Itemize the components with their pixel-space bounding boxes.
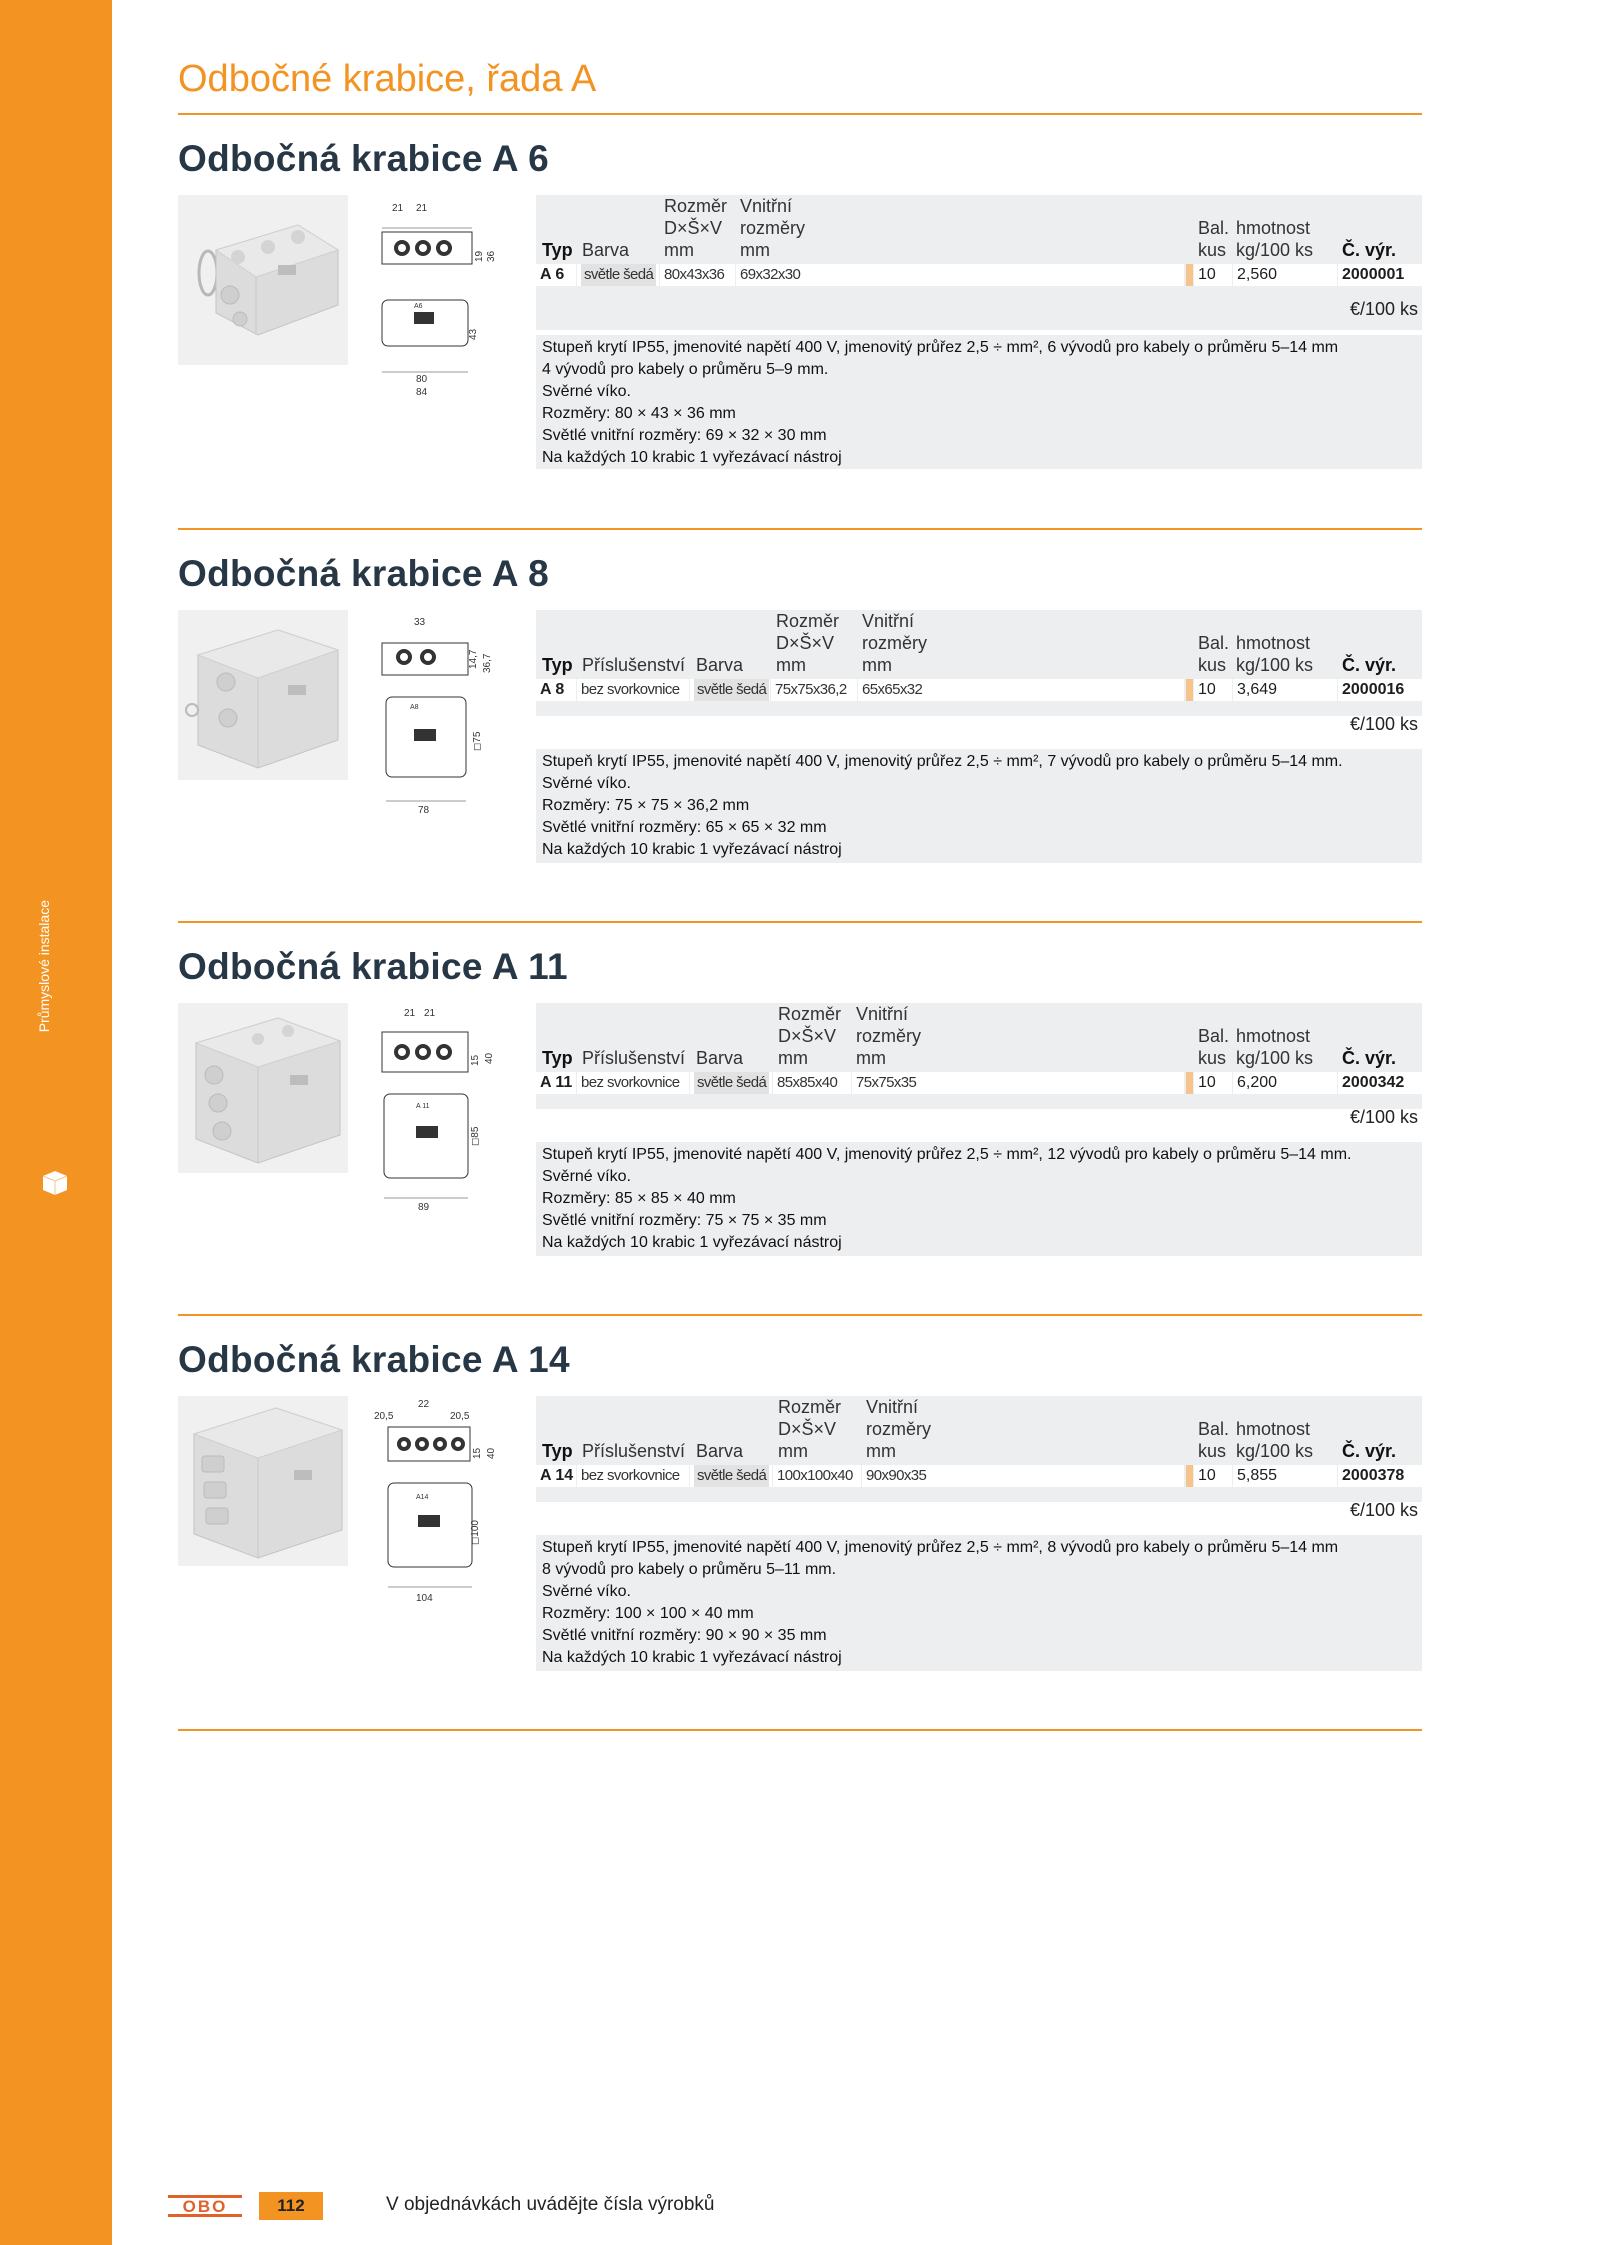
description-box xyxy=(536,749,1422,863)
col-hmotnost: hmotnost kg/100 ks xyxy=(1236,218,1314,260)
footer-note: V objednávkách uvádějte čísla výrobků xyxy=(386,2194,715,2215)
price-unit: €/100 ks xyxy=(1349,714,1418,734)
junction-box-photo xyxy=(178,195,348,365)
product-section-a6 xyxy=(178,138,1422,468)
cell-rozmer: 100x100x40 xyxy=(773,1465,861,1487)
col-typ: Typ xyxy=(542,1048,573,1068)
page-title: Odbočné krabice, řada A xyxy=(178,58,597,100)
section-divider xyxy=(178,1314,1422,1316)
dim-label: 21 xyxy=(392,203,404,214)
col-bal: Bal. kus xyxy=(1198,218,1230,260)
cell-cvyr: 2000378 xyxy=(1338,1465,1422,1487)
cell-hmotnost: 3,649 xyxy=(1233,679,1337,701)
col-cvyr: Č. výr. xyxy=(1342,240,1397,260)
product-photo xyxy=(178,610,348,780)
dim-label: 36,7 xyxy=(482,653,493,673)
col-barva: Barva xyxy=(696,655,744,675)
col-vnitrni: Vnitřní rozměry mm xyxy=(856,1004,922,1068)
cell-typ: A 11 xyxy=(536,1072,576,1094)
table-row xyxy=(536,1072,1422,1094)
dim-label: 78 xyxy=(418,805,430,816)
cell-rozmer: 85x85x40 xyxy=(773,1072,851,1094)
dim-label: 20,5 xyxy=(374,1411,394,1422)
section-divider xyxy=(178,1729,1422,1731)
product-heading: Odbočná krabice A 8 xyxy=(178,553,550,594)
dim-label: A8 xyxy=(410,704,419,711)
col-typ: Typ xyxy=(542,655,573,675)
product-heading: Odbočná krabice A 11 xyxy=(178,946,568,987)
spec-table xyxy=(536,610,1422,734)
col-typ: Typ xyxy=(542,1441,573,1461)
col-vnitrni: Vnitřní rozměry mm xyxy=(740,196,806,260)
spec-table xyxy=(536,1396,1422,1520)
col-hmotnost: hmotnost kg/100 ks xyxy=(1236,1026,1314,1068)
cell-typ: A 8 xyxy=(536,679,576,701)
dim-label: 43 xyxy=(468,328,479,340)
orange-sidebar xyxy=(0,0,112,2245)
cell-rozmer: 80x43x36 xyxy=(660,264,735,286)
description-box xyxy=(536,335,1422,469)
dim-label: A6 xyxy=(414,303,423,310)
row-marker xyxy=(1186,1072,1193,1094)
product-heading: Odbočná krabice A 6 xyxy=(178,138,550,179)
table-row xyxy=(536,679,1422,701)
dim-label: 21 xyxy=(404,1008,416,1019)
col-cvyr: Č. výr. xyxy=(1342,1441,1397,1461)
cell-cvyr: 2000016 xyxy=(1338,679,1422,701)
technical-drawing xyxy=(374,1397,500,1607)
col-barva: Barva xyxy=(696,1048,744,1068)
cell-hmotnost: 5,855 xyxy=(1233,1465,1337,1487)
cell-typ: A 6 xyxy=(536,264,576,286)
col-bal: Bal. kus xyxy=(1198,633,1230,675)
cell-typ: A 14 xyxy=(536,1465,576,1487)
dim-label: A 11 xyxy=(416,1103,430,1110)
dim-label: A14 xyxy=(416,1494,429,1501)
col-rozmer: Rozměr D×Š×V mm xyxy=(778,1004,842,1068)
col-hmotnost: hmotnost kg/100 ks xyxy=(1236,633,1314,675)
dim-label: 21 xyxy=(424,1008,436,1019)
cell-cvyr: 2000342 xyxy=(1338,1072,1422,1094)
col-vnitrni: Vnitřní rozměry mm xyxy=(866,1397,932,1461)
dim-label: 36 xyxy=(486,250,497,262)
section-divider xyxy=(178,528,1422,530)
product-photo xyxy=(178,1003,348,1173)
technical-drawing xyxy=(378,1004,498,1214)
dim-label: ◻100 xyxy=(470,1520,481,1545)
col-rozmer: Rozměr D×Š×V mm xyxy=(776,611,840,675)
row-marker xyxy=(1186,264,1193,286)
cell-hmotnost: 6,200 xyxy=(1233,1072,1337,1094)
section-divider xyxy=(178,921,1422,923)
cell-vnitrni: 69x32x30 xyxy=(736,264,1184,286)
spec-table xyxy=(536,1003,1422,1127)
junction-box-photo xyxy=(178,610,348,780)
cell-barva: světle šedá xyxy=(577,264,659,286)
col-rozmer: Rozměr D×Š×V mm xyxy=(664,196,728,260)
title-divider xyxy=(178,113,1422,115)
dim-label: 14,7 xyxy=(468,649,479,669)
cell-vnitrni: 65x65x32 xyxy=(858,679,1184,701)
col-hmotnost: hmotnost kg/100 ks xyxy=(1236,1419,1314,1461)
col-bal: Bal. kus xyxy=(1198,1026,1230,1068)
cell-bal: 10 xyxy=(1194,264,1232,286)
dim-label: 40 xyxy=(486,1447,497,1459)
cell-rozmer: 75x75x36,2 xyxy=(771,679,857,701)
col-rozmer: Rozměr D×Š×V mm xyxy=(778,1397,842,1461)
dim-label: 104 xyxy=(416,1593,433,1604)
cell-bal: 10 xyxy=(1194,1072,1232,1094)
junction-box-photo xyxy=(178,1003,348,1173)
dim-label: 15 xyxy=(472,1447,483,1459)
cell-vnitrni: 75x75x35 xyxy=(852,1072,1184,1094)
cell-cvyr: 2000001 xyxy=(1338,264,1422,286)
product-description: Stupeň krytí IP55, jmenovité napětí 400 V, jmenovitý průřez 2,5 ÷ mm², 7 vývodů pro kabely o průměru 5–14 mm. Svěrné víko. Rozměry: 75 × 75 × 36,2 mm Světlé vnitřní rozměry: 65 × 65 × 32 mm Na každých 10 krabic 1 vyřezávací nástroj xyxy=(542,753,1343,858)
cell-barva: světle šedá xyxy=(690,679,770,701)
cell-vnitrni: 90x90x35 xyxy=(862,1465,1184,1487)
row-marker xyxy=(1186,679,1193,701)
product-photo xyxy=(178,1396,348,1566)
col-prislusenstvi: Příslušenství xyxy=(582,1441,686,1461)
col-cvyr: Č. výr. xyxy=(1342,1048,1397,1068)
price-unit: €/100 ks xyxy=(1349,299,1418,319)
cell-bal: 10 xyxy=(1194,1465,1232,1487)
dim-label: 19 xyxy=(474,250,485,262)
col-typ: Typ xyxy=(542,240,573,260)
dim-label: ◻75 xyxy=(472,731,483,751)
description-box xyxy=(536,1535,1422,1671)
col-barva: Barva xyxy=(696,1441,744,1461)
dim-label: 15 xyxy=(470,1054,481,1066)
dim-label: 33 xyxy=(414,617,426,628)
col-vnitrni: Vnitřní rozměry mm xyxy=(862,611,928,675)
technical-drawing xyxy=(378,613,498,823)
price-unit: €/100 ks xyxy=(1349,1500,1418,1520)
side-category-label: Průmyslové instalace xyxy=(36,900,52,1033)
dim-label: 89 xyxy=(418,1202,430,1213)
col-prislusenstvi: Příslušenství xyxy=(582,1048,686,1068)
cell-bal: 10 xyxy=(1194,679,1232,701)
spec-table xyxy=(536,195,1422,330)
junction-box-icon xyxy=(40,1168,70,1198)
obo-logo xyxy=(168,2194,242,2218)
technical-drawing xyxy=(378,200,498,400)
product-section-a11 xyxy=(178,946,1422,1266)
dim-label: 21 xyxy=(416,203,428,214)
cell-prislusenstvi: bez svorkovnice xyxy=(577,679,689,701)
description-box xyxy=(536,1142,1422,1256)
product-heading: Odbočná krabice A 14 xyxy=(178,1339,570,1380)
cell-prislusenstvi: bez svorkovnice xyxy=(577,1465,689,1487)
product-description: Stupeň krytí IP55, jmenovité napětí 400 V, jmenovitý průřez 2,5 ÷ mm², 12 vývodů pro kabely o průměru 5–14 mm. Svěrné víko. Rozměry: 85 × 85 × 40 mm Světlé vnitřní rozměry: 75 × 75 × 35 mm Na každých 10 krabic 1 vyřezávací nástroj xyxy=(542,1146,1352,1251)
cell-barva: světle šedá xyxy=(690,1072,772,1094)
dim-label: 80 xyxy=(416,374,428,385)
dim-label: 84 xyxy=(416,387,428,398)
table-row xyxy=(536,264,1422,286)
page-number: 112 xyxy=(259,2192,323,2220)
col-prislusenstvi: Příslušenství xyxy=(582,655,686,675)
product-description: Stupeň krytí IP55, jmenovité napětí 400 V, jmenovitý průřez 2,5 ÷ mm², 6 vývodů pro kabely o průměru 5–14 mm 4 vývodů pro kabely o průměru 5–9 mm. Svěrné víko. Rozměry: 80 × 43 × 36 mm Světlé vnitřní rozměry: 69 × 32 × 30 mm Na každých 10 krabic 1 vyřezávací nástroj xyxy=(542,339,1339,466)
table-row xyxy=(536,1465,1422,1487)
junction-box-photo xyxy=(178,1396,348,1566)
cell-barva: světle šedá xyxy=(690,1465,772,1487)
col-barva: Barva xyxy=(582,240,630,260)
logo-text: OBO xyxy=(182,2197,228,2216)
cell-hmotnost: 2,560 xyxy=(1233,264,1337,286)
dim-label: 40 xyxy=(484,1052,495,1064)
product-description: Stupeň krytí IP55, jmenovité napětí 400 V, jmenovitý průřez 2,5 ÷ mm², 8 vývodů pro kabely o průměru 5–14 mm 8 vývodů pro kabely o průměru 5–11 mm. Svěrné víko. Rozměry: 100 × 100 × 40 mm Světlé vnitřní rozměry: 90 × 90 × 35 mm Na každých 10 krabic 1 vyřezávací nástroj xyxy=(542,1539,1339,1666)
price-unit: €/100 ks xyxy=(1349,1107,1418,1127)
cell-prislusenstvi: bez svorkovnice xyxy=(577,1072,689,1094)
product-section-a8 xyxy=(178,553,1422,873)
col-bal: Bal. kus xyxy=(1198,1419,1230,1461)
dim-label: 22 xyxy=(418,1399,430,1410)
col-cvyr: Č. výr. xyxy=(1342,655,1397,675)
dim-label: ◻85 xyxy=(470,1126,481,1146)
dim-label: 20,5 xyxy=(450,1411,470,1422)
product-section-a14 xyxy=(178,1339,1422,1679)
product-photo xyxy=(178,195,348,365)
row-marker xyxy=(1186,1465,1193,1487)
